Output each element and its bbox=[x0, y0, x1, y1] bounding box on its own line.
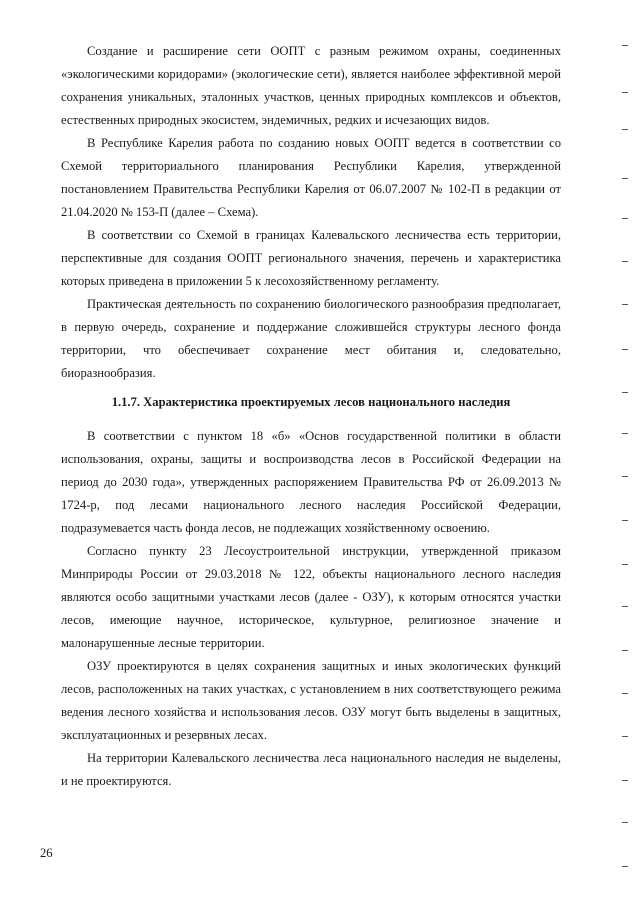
paragraph: На территории Калевальского лесничества леса национального наследия не выделены, и не проектируются. bbox=[61, 751, 561, 788]
section-heading: 1.1.7. Характеристика проектируемых лесов национального наследия bbox=[111, 395, 511, 409]
margin-mark bbox=[622, 433, 628, 434]
margin-mark bbox=[622, 218, 628, 219]
margin-mark bbox=[622, 564, 628, 565]
margin-mark bbox=[622, 129, 628, 130]
text-block-national-heritage bbox=[61, 425, 561, 793]
margin-mark bbox=[622, 392, 628, 393]
scan-margin-marks bbox=[620, 0, 640, 905]
paragraph: В Республике Карелия работа по созданию новых ООПТ ведется в соответствии со Схемой территориального планирования Республики Карелия, утвержденной постановлением Правительства Республики Карелия от 06.07.2007 № 102-П в редакции от 21.04.2020 № 153-П (далее – Схема). bbox=[61, 136, 561, 219]
margin-mark bbox=[622, 45, 628, 46]
margin-mark bbox=[622, 736, 628, 737]
margin-mark bbox=[622, 304, 628, 305]
margin-mark bbox=[622, 476, 628, 477]
margin-mark bbox=[622, 92, 628, 93]
margin-mark bbox=[622, 693, 628, 694]
paragraph: Практическая деятельность по сохранению биологического разнообразия предполагает, в первую очередь, сохранение и поддержание сложившейся структуры лесного фонда территории, что обеспечивает сохранение мест обитания и, следовательно, биоразнообразия. bbox=[61, 297, 561, 380]
paragraph: Создание и расширение сети ООПТ с разным режимом охраны, соединенных «экологическими коридорами» (экологические сети), является наиболее эффективной мерой сохранения уникальных, эталонных участков, ценных природных комплексов и объектов, естественных природных экосистем, эндемичных, редких и исчезающих видов. bbox=[61, 44, 561, 127]
margin-mark bbox=[622, 866, 628, 867]
text-block-intro bbox=[61, 40, 561, 385]
margin-mark bbox=[622, 349, 628, 350]
paragraph: В соответствии с пунктом 18 «б» «Основ государственной политики в области использования, охраны, защиты и воспроизводства лесов в Российской Федерации на период до 2030 года», утвержденных распоряжением Правительства РФ от 26.09.2013 № 1724-р, под лесами национального лесного наследия Российской Федерации, подразумевается часть фонда лесов, не подлежащих хозяйственному освоению. bbox=[61, 429, 561, 535]
page-number: 26 bbox=[40, 846, 53, 860]
margin-mark bbox=[622, 178, 628, 179]
margin-mark bbox=[622, 822, 628, 823]
paragraph: В соответствии со Схемой в границах Калевальского лесничества есть территории, перспективные для создания ООПТ регионального значения, перечень и характеристика которых приведена в приложении 5 к лесохозяйственному регламенту. bbox=[61, 228, 561, 288]
margin-mark bbox=[622, 650, 628, 651]
margin-mark bbox=[622, 261, 628, 262]
paragraph: Согласно пункту 23 Лесоустроительной инструкции, утвержденной приказом Минприроды России от 29.03.2018 № 122, объекты национального лесного наследия являются особо защитными участками лесов (далее - ОЗУ), к которым относятся участки лесов, имеющие научное, историческое, культурное, религиозное значение и малонарушенные лесные территории. bbox=[61, 544, 561, 650]
paragraph: ОЗУ проектируются в целях сохранения защитных и иных экологических функций лесов, расположенных на таких участках, с установлением в них соответствующего режима ведения лесного хозяйства и использования лесов. ОЗУ могут быть выделены в защитных, эксплуатационных и резервных лесах. bbox=[61, 659, 561, 742]
margin-mark bbox=[622, 780, 628, 781]
margin-mark bbox=[622, 606, 628, 607]
margin-mark bbox=[622, 520, 628, 521]
